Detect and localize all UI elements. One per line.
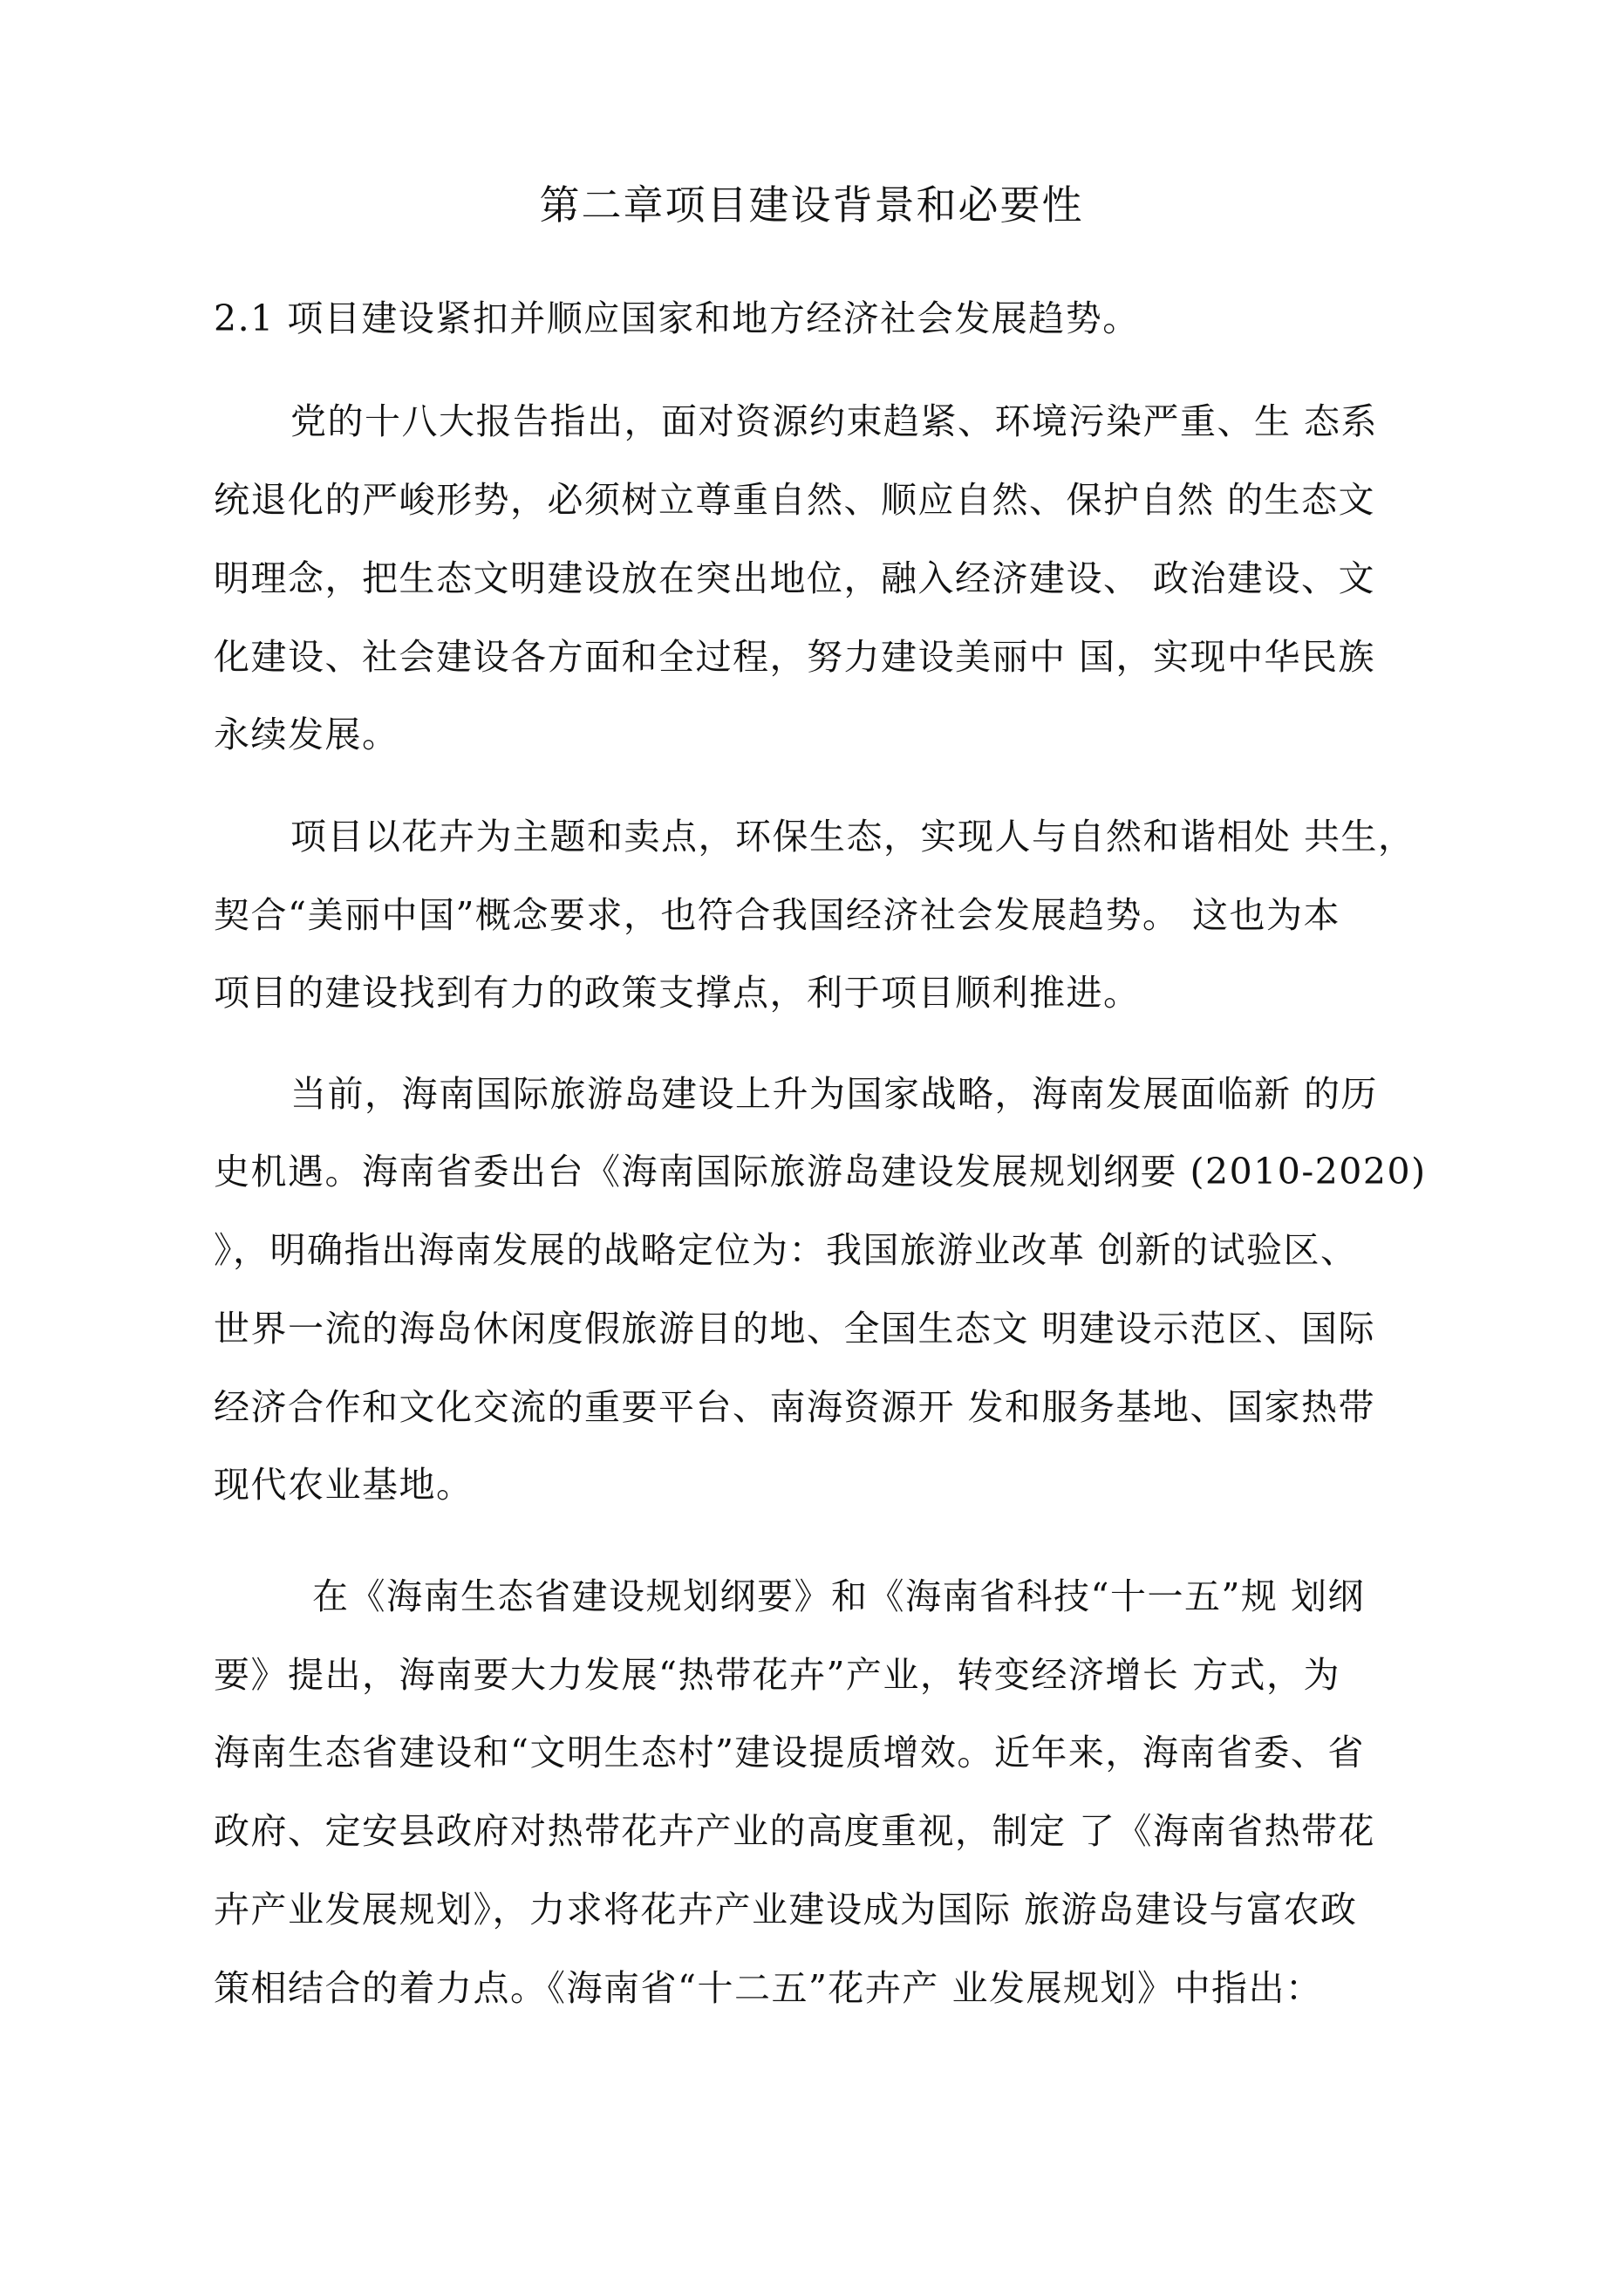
paragraph-2-line-3: 项目的建设找到有力的政策支撑点，利于项目顺利推进。 — [214, 972, 1141, 1014]
paragraph-4-line-3: 海南生态省建设和“文明生态村”建设提质增效。近年来，海南省委、省 — [214, 1732, 1365, 1773]
paragraph-1-line-3: 明理念，把生态文明建设放在突出地位，融入经济建设、 政治建设、文 — [214, 557, 1376, 599]
paragraph-3-line-6: 现代农业基地。 — [214, 1464, 474, 1506]
paragraph-3-line-4: 世界一流的海岛休闲度假旅游目的地、全国生态文 明建设示范区、国际 — [214, 1308, 1376, 1350]
paragraph-1-line-2: 统退化的严峻形势，必须树立尊重自然、顺应自然、保护自然 的生态文 — [214, 479, 1376, 521]
section-heading: 2.1 项目建设紧扣并顺应国家和地方经济社会发展趋势。 — [214, 297, 1140, 339]
paragraph-3-line-3: 》，明确指出海南发展的战略定位为：我国旅游业改革 创新的试验区、 — [214, 1229, 1358, 1271]
paragraph-4-line-4: 政府、定安县政府对热带花卉产业的高度重视，制定 了《海南省热带花 — [214, 1810, 1376, 1852]
chapter-title: 第二章项目建设背景和必要性 — [539, 181, 1084, 229]
paragraph-2-line-2: 契合“美丽中国”概念要求，也符合我国经济社会发展趋势。 这也为本 — [214, 894, 1340, 936]
paragraph-1-line-1: 党的十八大报告指出，面对资源约束趋紧、环境污染严重、生 态系 — [290, 400, 1379, 442]
paragraph-3-line-5: 经济合作和文化交流的重要平台、南海资源开 发和服务基地、国家热带 — [214, 1386, 1376, 1428]
paragraph-3-line-2: 史机遇。海南省委出台《海南国际旅游岛建设发展规划纲要 (2010-2020) — [214, 1151, 1427, 1192]
paragraph-3-line-1: 当前，海南国际旅游岛建设上升为国家战略，海南发展面临新 的历 — [290, 1073, 1379, 1115]
paragraph-1-line-4: 化建设、社会建设各方面和全过程，努力建设美丽中 国，实现中华民族 — [214, 636, 1376, 678]
paragraph-4-line-6: 策相结合的着力点。《海南省“十二五”花卉产 业发展规划》中指出： — [214, 1967, 1323, 2009]
paragraph-4-line-5: 卉产业发展规划》，力求将花卉产业建设成为国际 旅游岛建设与富农政 — [214, 1889, 1358, 1930]
paragraph-1-line-5: 永续发展。 — [214, 714, 399, 755]
paragraph-4-line-2: 要》提出，海南要大力发展“热带花卉”产业，转变经济增长 方式，为 — [214, 1654, 1340, 1696]
paragraph-2-line-1: 项目以花卉为主题和卖点，环保生态，实现人与自然和谐相处 共生， — [290, 816, 1415, 858]
paragraph-4-line-1: 在《海南生态省建设规划纲要》和《海南省科技“十一五”规 划纲 — [312, 1575, 1365, 1617]
